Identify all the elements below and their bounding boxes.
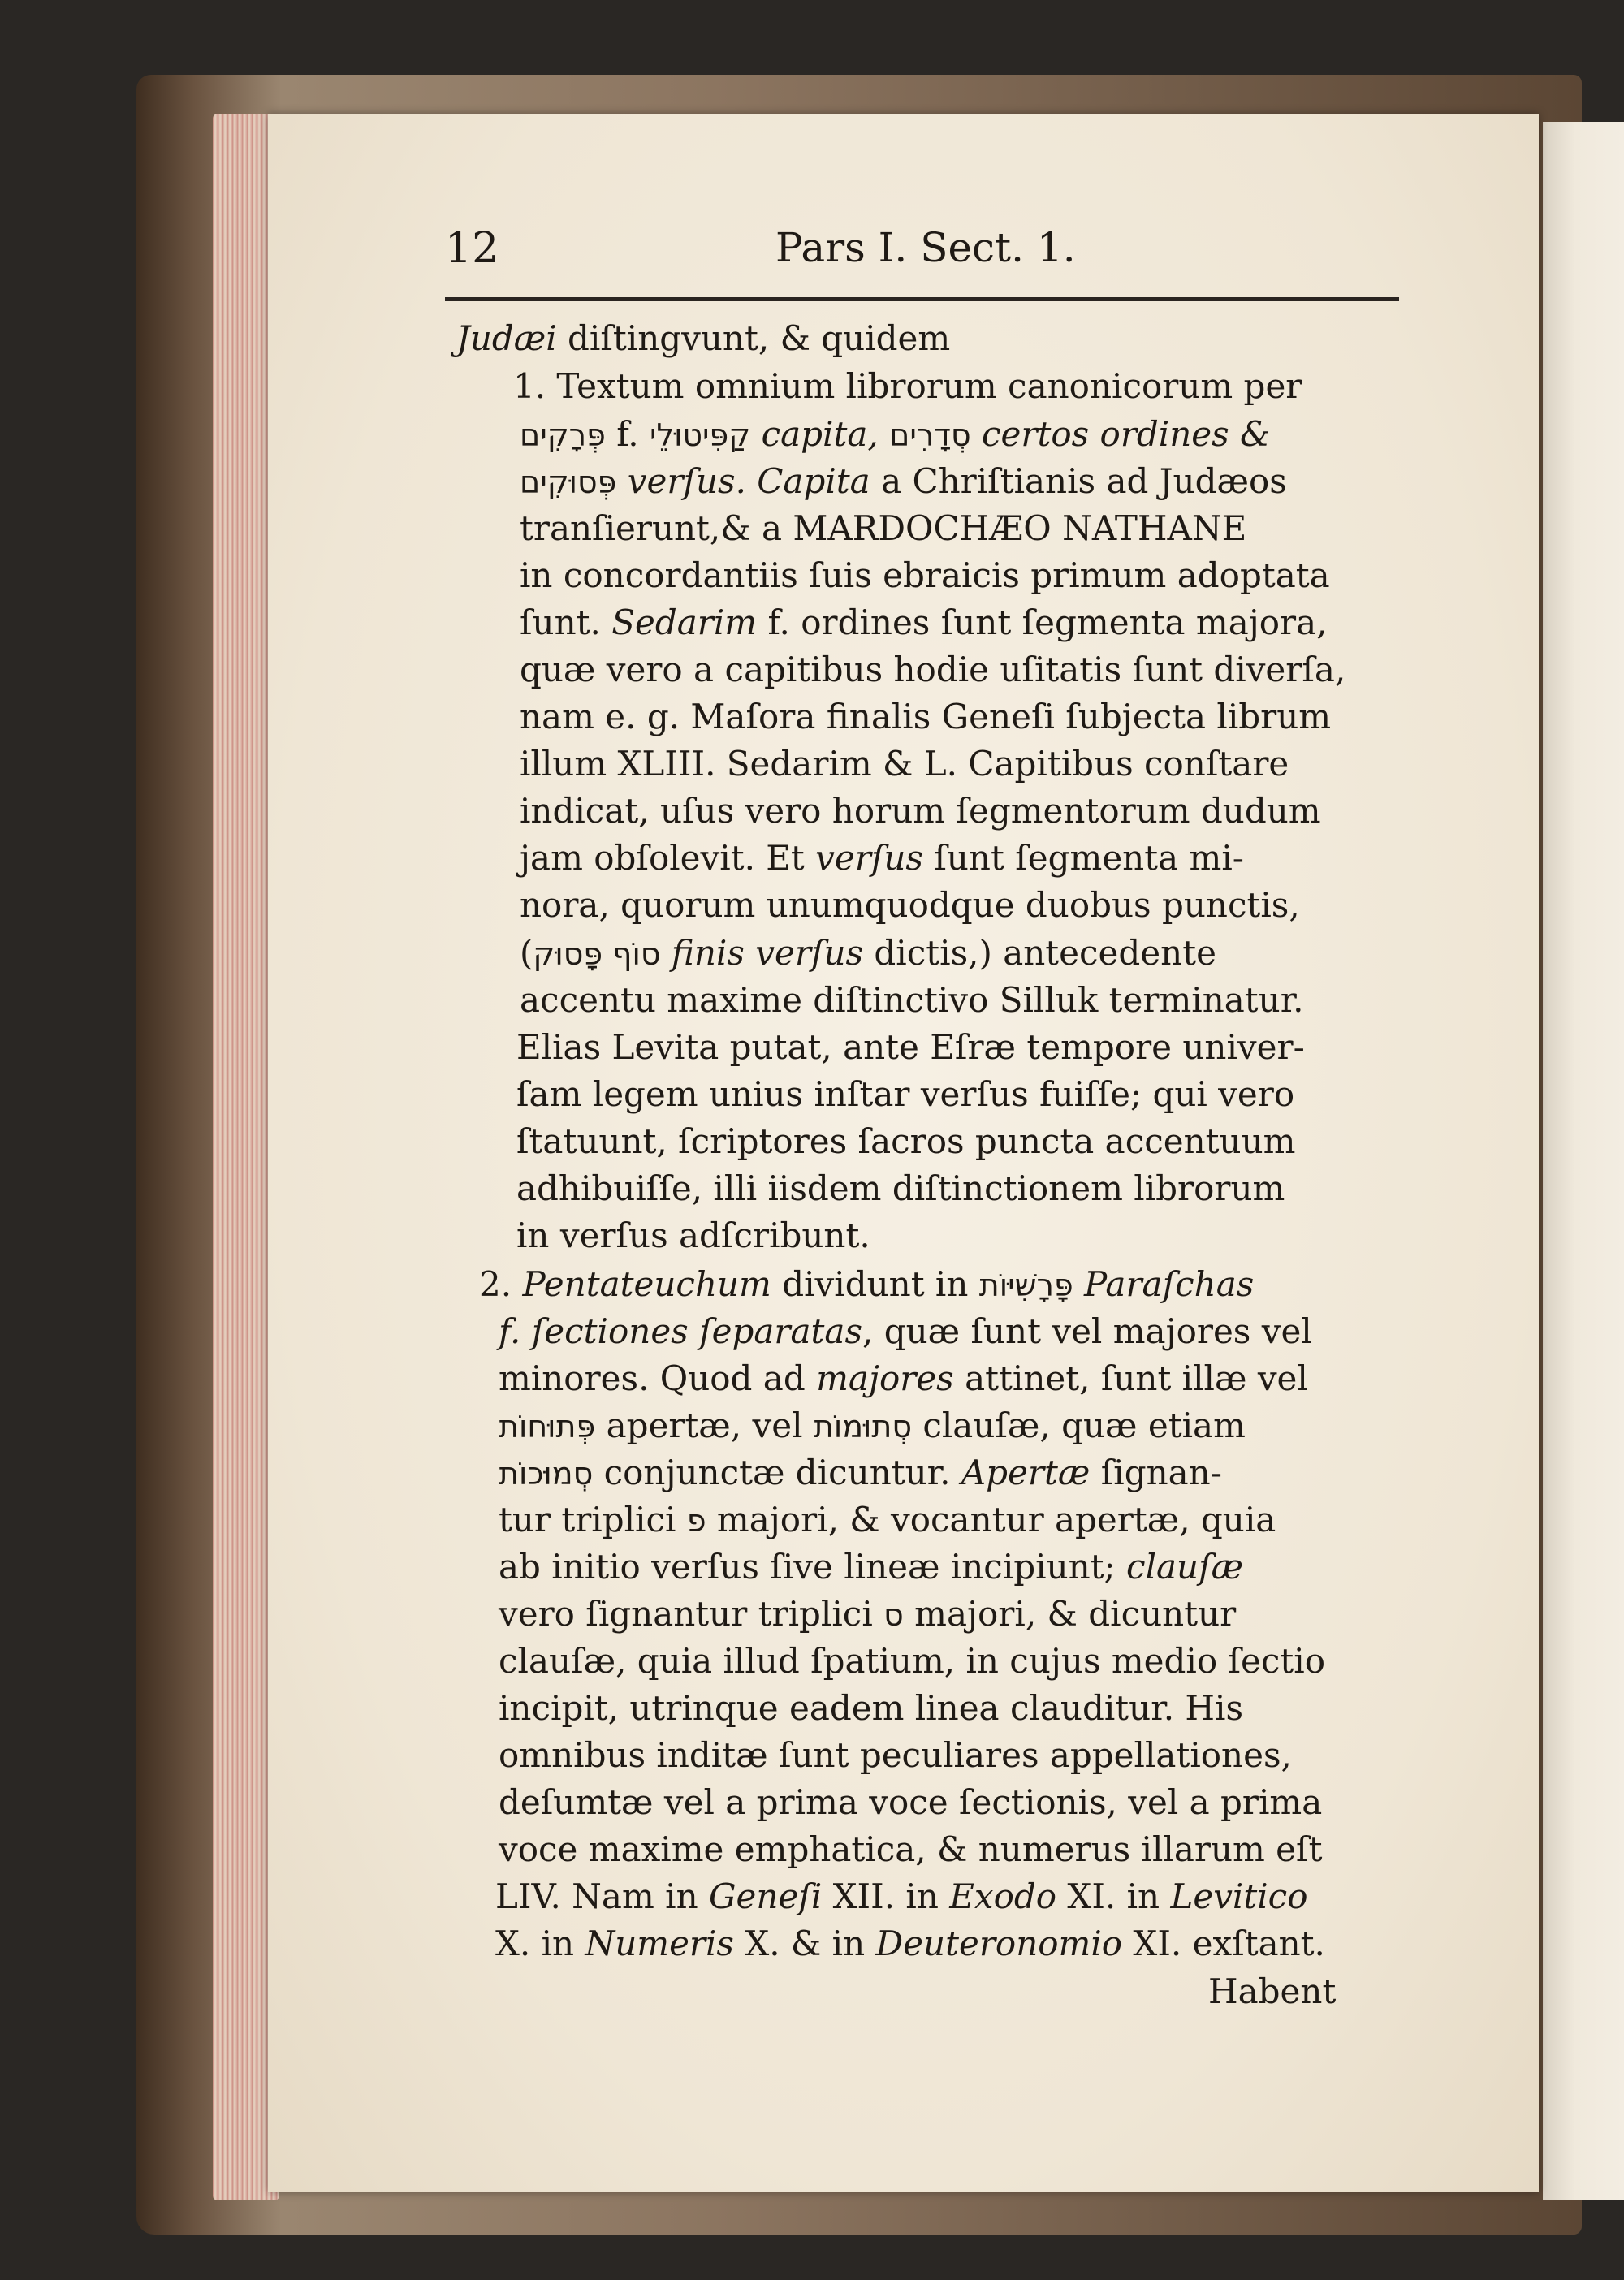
hebrew-perakim: פְּרָקִים <box>520 417 606 453</box>
text: f. ordines ſunt ſegmenta majora, <box>757 602 1328 642</box>
text: Capita <box>757 461 870 501</box>
hebrew-semuchot: סְמוּכוֹת <box>499 1456 594 1492</box>
intro-line <box>456 315 950 362</box>
para1-line-5: in concordantiis ſuis ebraicis primum adoptata <box>520 555 1330 595</box>
text: XI. exſtant. <box>1122 1924 1325 1963</box>
header-rule <box>445 297 1399 301</box>
text: dividunt in <box>771 1264 979 1304</box>
text: ab initio verſus ſive lineæ incipiunt; <box>499 1547 1127 1587</box>
para1-line-7: quæ vero a capitibus hodie uſitatis ſunt diverſa, <box>520 650 1346 689</box>
catchword: Habent <box>1208 1971 1337 2011</box>
text: dictis,) antecedente <box>863 933 1216 973</box>
text: ſignan- <box>1090 1453 1222 1492</box>
word-judaei: Judæi <box>456 318 557 358</box>
para2-line-11: omnibus inditæ ſunt peculiares appellationes, <box>499 1735 1292 1775</box>
text: finis verſus <box>660 933 864 973</box>
text: verſus. <box>616 461 758 501</box>
text: certos ordines & <box>970 414 1271 454</box>
para1-line-6 <box>520 599 1328 646</box>
text: majores <box>816 1358 954 1398</box>
para2-line-3 <box>499 1355 1308 1402</box>
hebrew-pe: פ <box>686 1503 706 1539</box>
para2-line-8 <box>499 1591 1236 1639</box>
text: f. ſectiones ſeparatas <box>499 1311 862 1351</box>
para2-line-10: incipit, utrinque eadem linea clauditur. His <box>499 1688 1244 1728</box>
text: ſunt. <box>520 602 612 642</box>
para1-line-16: ſam legem unius inſtar verſus fuiſſe; qui vero <box>516 1074 1295 1114</box>
text: majori, & dicuntur <box>903 1594 1237 1634</box>
text: apertæ, vel <box>595 1406 814 1445</box>
hebrew-pesukim: פְּסוּקִים <box>520 464 617 500</box>
text: Sedarim <box>611 602 758 642</box>
para1-line-15: Elias Levita putat, ante Eſræ tempore univer- <box>516 1027 1305 1067</box>
para1-line-12: nora, quorum unumquodque duobus punctis, <box>520 885 1300 925</box>
text: Geneſi <box>708 1876 823 1916</box>
text: XI. in <box>1056 1876 1171 1916</box>
para1-line-13 <box>520 930 1216 978</box>
text: Paraſchas <box>1073 1264 1255 1304</box>
text: conjunctæ dicuntur. <box>593 1453 961 1492</box>
hebrew-sedarim: סְדָרִים <box>889 417 971 453</box>
text: clauſæ <box>1126 1547 1244 1587</box>
para2-line-1 <box>479 1261 1254 1309</box>
text: a Chriſtianis ad Judæos <box>870 461 1287 501</box>
hebrew-samekh: ס <box>883 1597 904 1633</box>
text: Deuteronomio <box>875 1924 1123 1963</box>
text: Exodo <box>949 1876 1057 1916</box>
text: clauſæ, quæ etiam <box>911 1406 1246 1445</box>
para2-line-5 <box>499 1449 1222 1497</box>
text: X. & in <box>733 1924 876 1963</box>
text: XII. in <box>822 1876 950 1916</box>
para1-line-2 <box>520 411 1270 459</box>
para2-line-4 <box>499 1402 1246 1450</box>
text: Levitico <box>1170 1876 1308 1916</box>
text: , quæ ſunt vel majores vel <box>862 1311 1312 1351</box>
text: tur triplici <box>499 1500 687 1539</box>
para2-line-13: voce maxime emphatica, & numerus illarum eſt <box>499 1829 1323 1869</box>
hebrew-petuchot: פְּתוּחוֹת <box>499 1409 596 1444</box>
running-title: Pars I. Sect. 1. <box>775 224 1076 271</box>
para1-line-18: adhibuiſſe, illi iisdem diſtinctionem librorum <box>516 1168 1285 1208</box>
para2-line-6 <box>499 1496 1276 1544</box>
text: 2. <box>479 1264 523 1304</box>
text: f. <box>605 414 650 454</box>
text: vero ſignantur triplici <box>499 1594 884 1634</box>
para2-line-12: deſumtæ vel a prima voce ſectionis, vel a prima <box>499 1782 1323 1822</box>
para1-line-9: illum XLIII. Sedarim & L. Capitibus conſtare <box>520 744 1289 784</box>
hebrew-setumot: סְתוּמוֹת <box>813 1409 912 1444</box>
text: ( <box>520 933 533 973</box>
text: ſunt ſegmenta mi- <box>922 838 1244 878</box>
para2-line-15 <box>495 1920 1325 1967</box>
text: minores. Quod ad <box>499 1358 817 1398</box>
para1-line-4: tranſierunt,& a MARDOCHÆO NATHANE <box>520 508 1247 548</box>
text: jam obſolevit. Et <box>520 838 816 878</box>
text: Apertæ <box>961 1453 1091 1492</box>
para1-line-10: indicat, uſus vero horum ſegmentorum dudum <box>520 791 1321 831</box>
text: X. in <box>495 1924 585 1963</box>
text: capita, <box>750 414 890 454</box>
para2-line-2 <box>499 1308 1312 1355</box>
para1-line-19: in verſus adſcribunt. <box>516 1216 870 1255</box>
hebrew-kapituli: קַפִּיטוּלֵי <box>649 417 751 453</box>
para2-line-14 <box>495 1873 1307 1920</box>
text: attinet, ſunt illæ vel <box>953 1358 1308 1398</box>
para1-line-8: nam e. g. Maſora finalis Geneſi ſubjecta librum <box>520 697 1332 736</box>
para2-line-7 <box>499 1544 1243 1591</box>
para1-line-11 <box>520 835 1244 882</box>
hebrew-sof-pasuk: סוֹף פָּסוּק <box>533 936 661 972</box>
hebrew-paraschiot: פָּרָשִׁיּוֹת <box>978 1267 1073 1303</box>
text: verſus <box>815 838 923 878</box>
para1-line-14: accentu maxime diſtinctivo Silluk terminatur. <box>520 980 1304 1020</box>
page-number: 12 <box>445 224 499 273</box>
para1-line-3 <box>520 458 1287 506</box>
text: Numeris <box>585 1924 734 1963</box>
para2-line-9: clauſæ, quia illud ſpatium, in cujus medio ſectio <box>499 1641 1326 1681</box>
text: majori, & vocantur apertæ, quia <box>706 1500 1276 1539</box>
para1-line-17: ſtatuunt, ſcriptores ſacros puncta accentuum <box>516 1121 1296 1161</box>
text: LIV. Nam in <box>495 1876 709 1916</box>
intro-text: diſtingvunt, & quidem <box>568 318 951 358</box>
para1-line-1: 1. Textum omnium librorum canonicorum per <box>513 366 1302 406</box>
text: Pentateuchum <box>522 1264 771 1304</box>
